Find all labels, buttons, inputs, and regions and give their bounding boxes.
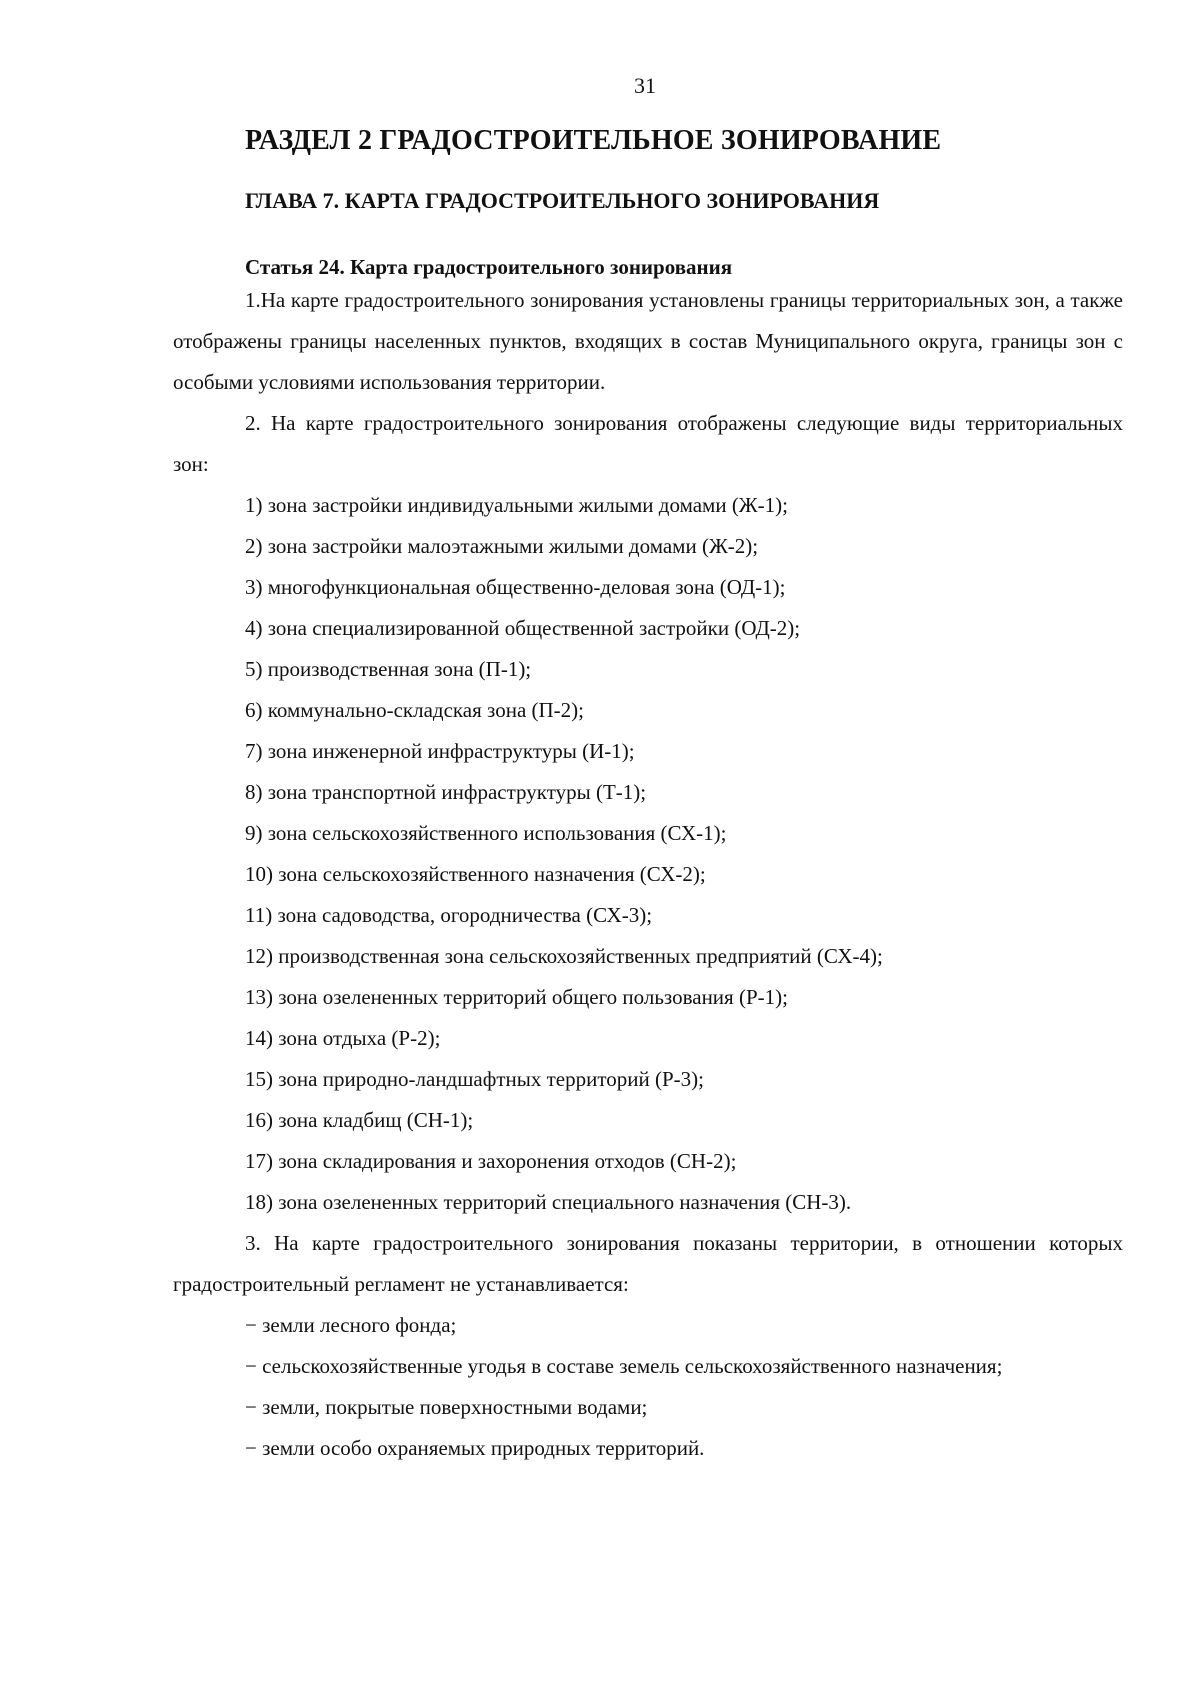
list-item-zone-14: 14) зона отдыха (Р-2);	[245, 1026, 441, 1050]
list-item-zone-4: 4) зона специализированной общественной застройки (ОД-2);	[245, 616, 801, 640]
list-item-exempt-1: − земли лесного фонда;	[245, 1313, 457, 1337]
paragraph-1: 1.На карте градостроительного зонирования установлены границы территориальных зон, а также отображены границы населенных пунктов, входящих в состав Муниципального округа, границы зон с особыми условиями использования территории.	[173, 288, 1123, 394]
chapter-title: ГЛАВА 7. КАРТА ГРАДОСТРОИТЕЛЬНОГО ЗОНИРОВАНИЯ	[245, 188, 880, 213]
list-item-zone-15: 15) зона природно-ландшафтных территорий (Р-3);	[245, 1067, 704, 1091]
paragraph-3: 3. На карте градостроительного зонирования показаны территории, в отношении которых градостроительный регламент не устанавливается:	[173, 1231, 1123, 1296]
list-item-exempt-2: − сельскохозяйственные угодья в составе земель сельскохозяйственного назначения;	[245, 1354, 1003, 1378]
page-number: 31	[634, 73, 656, 98]
list-item-zone-2: 2) зона застройки малоэтажными жилыми домами (Ж-2);	[245, 534, 759, 558]
list-item-zone-11: 11) зона садоводства, огородничества (СХ-3);	[245, 903, 653, 927]
list-item-exempt-4: − земли особо охраняемых природных территорий.	[245, 1436, 705, 1460]
list-item-zone-12: 12) производственная зона сельскохозяйственных предприятий (СХ-4);	[245, 944, 883, 968]
list-item-zone-10: 10) зона сельскохозяйственного назначения (СХ-2);	[245, 862, 706, 886]
zones-list	[173, 485, 1123, 1223]
paragraph-2: 2. На карте градостроительного зонирования отображены следующие виды территориальных зон:	[173, 411, 1123, 476]
article-title: Статья 24. Карта градостроительного зонирования	[245, 255, 733, 279]
list-item-zone-3: 3) многофункциональная общественно-деловая зона (ОД-1);	[245, 575, 786, 599]
list-item-zone-16: 16) зона кладбищ (СН-1);	[245, 1108, 474, 1132]
list-item-zone-1: 1) зона застройки индивидуальными жилыми домами (Ж-1);	[245, 493, 788, 517]
section-title: РАЗДЕЛ 2 ГРАДОСТРОИТЕЛЬНОЕ ЗОНИРОВАНИЕ	[245, 125, 942, 156]
list-item-zone-9: 9) зона сельскохозяйственного использования (СХ-1);	[245, 821, 727, 845]
list-item-zone-6: 6) коммунально-складская зона (П-2);	[245, 698, 584, 722]
list-item-zone-8: 8) зона транспортной инфраструктуры (Т-1);	[245, 780, 647, 804]
list-item-zone-17: 17) зона складирования и захоронения отходов (СН-2);	[245, 1149, 737, 1173]
exempt-lands-list	[173, 1305, 1123, 1469]
list-item-zone-13: 13) зона озелененных территорий общего пользования (Р-1);	[245, 985, 788, 1009]
list-item-exempt-3: − земли, покрытые поверхностными водами;	[245, 1395, 648, 1419]
list-item-zone-7: 7) зона инженерной инфраструктуры (И-1);	[245, 739, 635, 763]
list-item-zone-5: 5) производственная зона (П-1);	[245, 657, 532, 681]
list-item-zone-18: 18) зона озелененных территорий специального назначения (СН-3).	[245, 1190, 852, 1214]
article-body	[173, 280, 1123, 1469]
